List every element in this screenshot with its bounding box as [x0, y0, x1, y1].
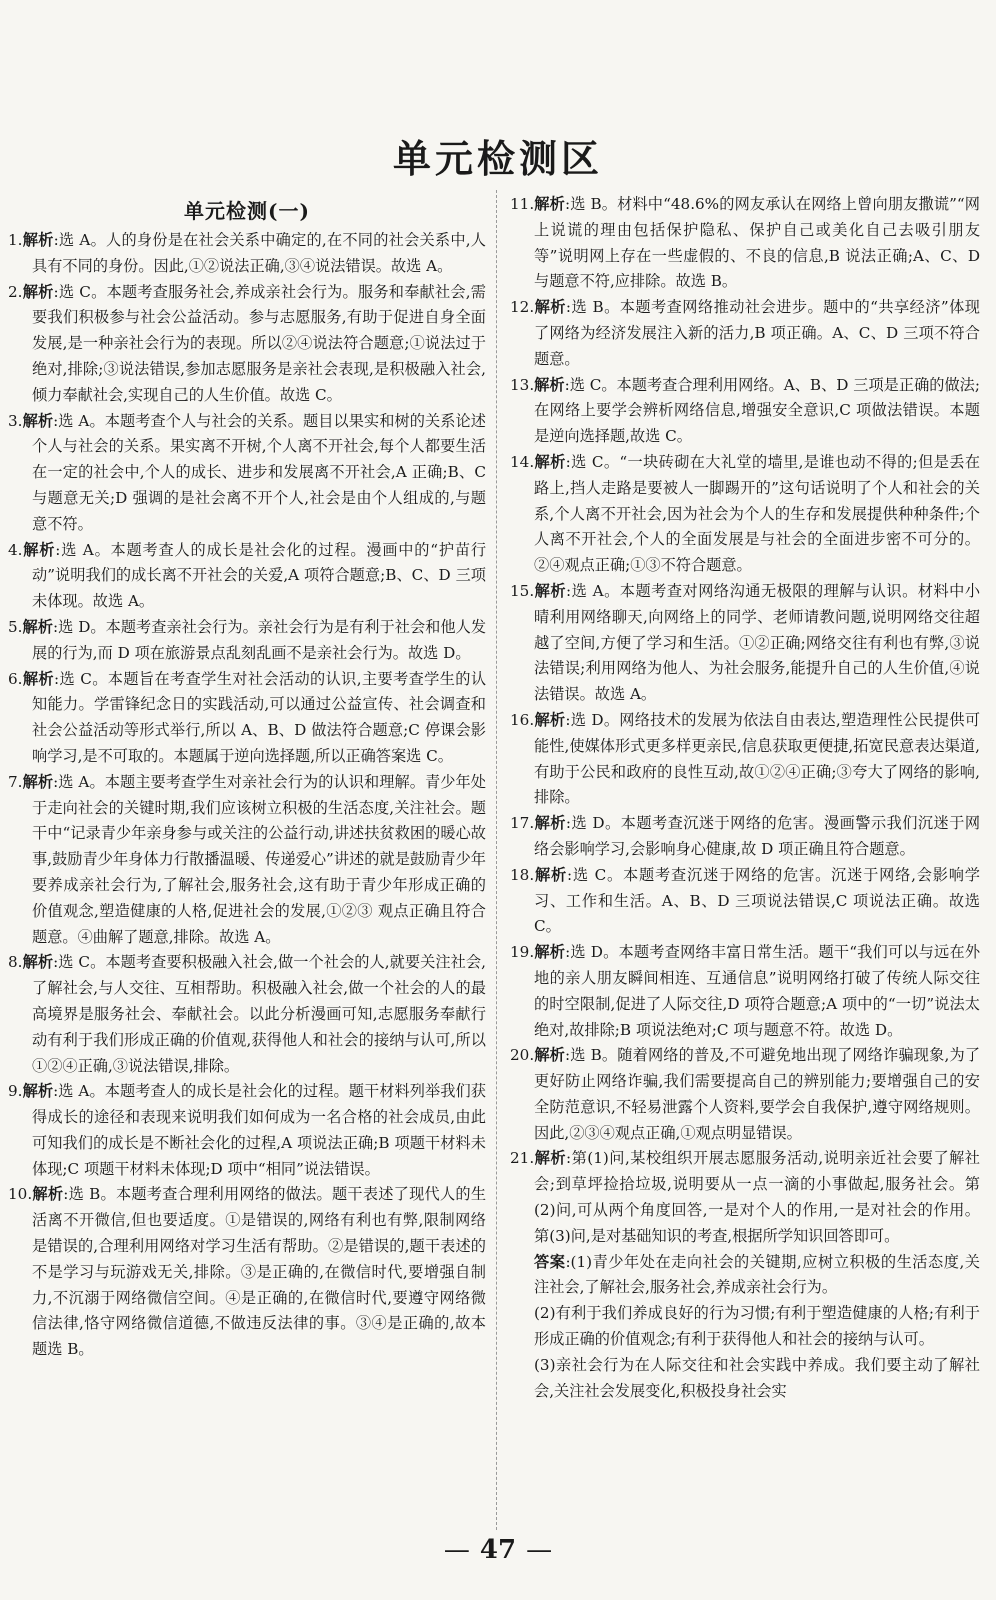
answer-item: [510, 708, 980, 811]
item-number: 21.: [510, 1149, 535, 1168]
item-text: :选 A。本题考查对网络沟通无极限的理解与认识。材料中小晴利用网络聊天,向网络上的同学、老师请教问题,说明网络交往超越了空间,方便了学习和生活。①②正确;网络交往有利也有弊,③说法错误;利用网络为他人、为社会服务,能提升自己的人生价值,④说法错误。故选 A。: [534, 581, 981, 704]
page-number: — 47 —: [443, 1535, 553, 1565]
item-label: 解析: [32, 1185, 64, 1204]
answer-paragraph-2: (2)有利于我们养成良好的行为习惯;有利于塑造健康的人格;有利于形成正确的价值观念;有利于获得他人和社会的接纳与认可。: [534, 1304, 980, 1349]
item-number: 12.: [510, 298, 535, 317]
answer-block: [510, 1250, 980, 1405]
answer-item: [510, 1146, 980, 1249]
item-number: 16.: [510, 710, 535, 729]
item-text: :选 C。本题考查合理利用网络。A、B、D 三项是正确的做法;在网络上要学会辨析网络信息,增强安全意识,C 项做法错误。本题是逆向选择题,故选 C。: [534, 375, 980, 446]
item-text: :选 D。本题考查亲社会行为。亲社会行为是有利于社会和他人发展的行为,而 D 项在旅游景点乱刻乱画不是亲社会行为。故选 D。: [32, 617, 487, 662]
item-number: 18.: [510, 865, 535, 884]
item-number: 13.: [510, 375, 535, 394]
answer-item: [8, 409, 486, 538]
answer-item: [510, 450, 980, 579]
item-text: :选 B。随着网络的普及,不可避免地出现了网络诈骗现象,为了更好防止网络诈骗,我们需要提高自己的辨别能力;要增强自己的安全防范意识,不轻易泄露个人资料,要学会自我保护,遵守网络规则。因此,②③④观点正确,①观点明显错误。: [534, 1046, 981, 1142]
page-title: 单元检测区: [392, 136, 603, 181]
answer-item: [8, 280, 486, 409]
item-label: 解析: [22, 411, 54, 430]
right-column: [510, 192, 980, 1404]
answer-item: [8, 615, 486, 667]
item-number: 3.: [8, 411, 23, 430]
answer-item: [8, 538, 486, 615]
item-number: 6.: [8, 669, 23, 688]
answer-item: [510, 373, 980, 450]
item-number: 10.: [8, 1185, 33, 1204]
item-label: 解析: [534, 943, 566, 962]
item-label: 解析: [534, 298, 566, 317]
item-label: 解析: [534, 814, 566, 833]
item-text: :选 B。本题考查网络推动社会进步。题中的“共享经济”体现了网络为经济发展注入新的活力,B 项正确。A、C、D 三项不符合题意。: [534, 298, 980, 368]
answer-item: [510, 192, 980, 295]
item-number: 4.: [8, 540, 23, 559]
answer-item: [510, 295, 980, 372]
right-item-list: [510, 192, 980, 1250]
item-label: 解析: [22, 669, 54, 688]
item-label: 解析: [534, 865, 567, 884]
item-text: :选 C。本题考查要积极融入社会,做一个社会的人,就要关注社会,了解社会,与人交往、互相帮助。积极融入社会,做一个社会的人的最高境界是服务社会、奉献社会。以此分析漫画可知,志愿服务奉献行动有利于我们形成正确的价值观,获得他人和社会的接纳与认可,所以①②④正确,③说法错误,排除。: [32, 953, 486, 1075]
answer-item: [510, 811, 980, 863]
item-number: 20.: [510, 1046, 535, 1065]
left-column: [8, 195, 486, 1363]
answer-paragraph-3: (3)亲社会行为在人际交往和社会实践中养成。我们要主动了解社会,关注社会发展变化,积极投身社会实: [534, 1355, 980, 1400]
item-number: 15.: [510, 581, 535, 600]
item-label: 解析: [534, 1149, 566, 1168]
answer-item: [510, 863, 980, 940]
item-number: 17.: [510, 814, 535, 833]
answer-item: [8, 950, 486, 1079]
column-divider: [496, 190, 497, 1530]
item-text: :选 B。本题考查合理利用网络的做法。题干表述了现代人的生活离不开微信,但也要适度。①是错误的,网络有利也有弊,限制网络是错误的,合理利用网络对学习生活有帮助。②是错误的,题干表述的不是学习与玩游戏无关,排除。③是正确的,在微信时代,要增强自制力,不沉溺于网络微信空间。④是正确的,在微信时代,要遵守网络微信法律,恪守网络微信道德,不做违反法律的事。③④是正确的,故本题选 B。: [32, 1185, 487, 1359]
item-number: 1.: [8, 231, 23, 249]
item-text: :选 D。本题考查沉迷于网络的危害。漫画警示我们沉迷于网络会影响学习,会影响身心健康,故 D 项正确且符合题意。: [534, 814, 981, 858]
item-text: :第(1)问,某校组织开展志愿服务活动,说明亲近社会要了解社会;到草坪捡拾垃圾,说明要从一点一滴的小事做起,服务社会。第(2)问,可从两个角度回答,一是对个人的作用,一是对社会的作用。第(3)问,是对基础知识的考查,根据所学知识回答即可。: [534, 1149, 980, 1245]
answer-label: 答案: [534, 1252, 566, 1271]
item-text: :选 D。网络技术的发展为依法自由表达,塑造理性公民提供可能性,使媒体形式更多样更亲民,信息获取更便捷,拓宽民意表达渠道,有助于公民和政府的良性互动,故①②④正确;③夸大了网络的影响,排除。: [534, 710, 981, 807]
item-text: :选 C。本题考查服务社会,养成亲社会行为。服务和奉献社会,需要我们积极参与社会公益活动。参与志愿服务,有助于促进自身全面发展,是一种亲社会行为的表现。所以②④说法符合题意;①说法过于绝对,排除;③说法错误,参加志愿服务是亲社会表现,是积极融入社会,倾力奉献社会,实现自己的人生价值。故选 C。: [32, 282, 486, 404]
item-label: 解析: [22, 772, 54, 791]
item-label: 解析: [22, 231, 54, 249]
item-label: 解析: [534, 710, 566, 729]
answer-item: [8, 1182, 486, 1363]
section-title: 单元检测(一): [184, 199, 310, 223]
item-number: 14.: [510, 452, 535, 471]
item-text: :选 A。本题考查人的成长是社会化的过程。漫画中的“护苗行动”说明我们的成长离不开社会的关爱,A 项符合题意;B、C、D 三项未体现。故选 A。: [32, 540, 487, 611]
item-text: :选 C。本题考查沉迷于网络的危害。沉迷于网络,会影响学习、工作和生活。A、B、D 三项说法错误,C 项说法正确。故选 C。: [534, 865, 980, 936]
item-text: :选 D。本题考查网络丰富日常生活。题干“我们可以与远在外地的亲人朋友瞬间相连、互通信息”说明网络打破了传统人际交往的时空限制,促进了人际交往,D 项符合题意;A 项中的“一切”说法太绝对,故排除;B 项说法绝对;C 项与题意不符。故选 D。: [534, 943, 981, 1039]
item-number: 2.: [8, 282, 23, 301]
left-item-list: [8, 228, 486, 1363]
item-label: 解析: [22, 282, 54, 301]
item-label: 解析: [22, 540, 56, 559]
answer-paragraph-1: 答案:(1)青少年处在走向社会的关键期,应树立积极的生活态度,关注社会,了解社会,服务社会,养成亲社会行为。: [534, 1252, 980, 1297]
item-number: 9.: [8, 1082, 23, 1101]
item-text: :选 A。本题主要考查学生对亲社会行为的认识和理解。青少年处于走向社会的关键时期,我们应该树立积极的生活态度,关注社会。题干中“记录青少年亲身参与或关注的公益行动,讲述扶贫救困的暖心故事,鼓励青少年身体力行散播温暖、传递爱心”讲述的就是鼓励青少年要养成亲社会行为,了解社会,服务社会,这有助于青少年形成正确的价值观念,塑造健康的人格,促进社会的发展,①②③ 观点正确且符合题意。④曲解了题意,排除。故选 A。: [32, 772, 486, 946]
item-label: 解析: [22, 617, 53, 636]
item-number: 8.: [8, 953, 23, 972]
item-text: :选 A。本题考查个人与社会的关系。题目以果实和树的关系论述个人与社会的关系。果实离不开树,个人离不开社会,每个人都要生活在一定的社会中,个人的成长、进步和发展离不开社会,A 正确;B、C 与题意无关;D 强调的是社会离不开个人,社会是由个人组成的,与题意不符。: [32, 411, 486, 533]
item-text: :选 A。本题考查人的成长是社会化的过程。题干材料列举我们获得成长的途径和表现来说明我们如何成为一名合格的社会成员,由此可知我们的成长是不断社会化的过程,A 项说法正确;B 项题干材料未体现;C 项题干材料未体现;D 项中“相同”说法错误。: [32, 1082, 486, 1178]
answer-item: [8, 770, 486, 951]
item-text: :选 C。“一块砖砌在大礼堂的墙里,是谁也动不得的;但是丢在路上,挡人走路是要被人一脚踢开的”这句话说明了个人和社会的关系,个人离不开社会,因为社会为个人的生存和发展提供种种条件;个人离不开社会,个人的全面发展是与社会的全面进步密不可分的。②④观点正确;①③不符合题意。: [534, 452, 981, 575]
item-text: :选 B。材料中“48.6%的网友承认在网络上曾向朋友撒谎”“网上说谎的理由包括保护隐私、保护自己或美化自己去吸引朋友等”说明网上存在一些虚假的、不良的信息,B 说法正确;A、C、D 与题意不符,应排除。故选 B。: [534, 195, 980, 291]
item-label: 解析: [22, 953, 54, 972]
item-label: 解析: [22, 1082, 54, 1101]
item-number: 19.: [510, 943, 535, 962]
item-label: 解析: [534, 1046, 566, 1065]
item-number: 5.: [8, 617, 23, 636]
answer-item: [510, 1043, 980, 1146]
item-label: 解析: [534, 581, 567, 600]
answer-item: [8, 667, 486, 770]
item-label: 解析: [534, 452, 566, 471]
item-text: :选 C。本题旨在考查学生对社会活动的认识,主要考查学生的认知能力。学雷锋纪念日的实践活动,可以通过公益宣传、社会调查和社会公益活动等形式举行,所以 A、B、D 做法符合题意;C 停课会影响学习,是不可取的。本题属于逆向选择题,所以正确答案选 C。: [32, 669, 487, 765]
answer-item: [510, 579, 980, 708]
item-label: 解析: [534, 375, 565, 394]
answer-item: [510, 940, 980, 1043]
item-text: :选 A。人的身份是在社会关系中确定的,在不同的社会关系中,人具有不同的身份。因此,①②说法正确,③④说法错误。故选 A。: [32, 231, 486, 275]
item-number: 7.: [8, 772, 23, 791]
answer-item: [8, 1079, 486, 1182]
answer-item: [8, 228, 486, 280]
item-label: 解析: [534, 195, 565, 213]
item-number: 11.: [510, 195, 535, 213]
